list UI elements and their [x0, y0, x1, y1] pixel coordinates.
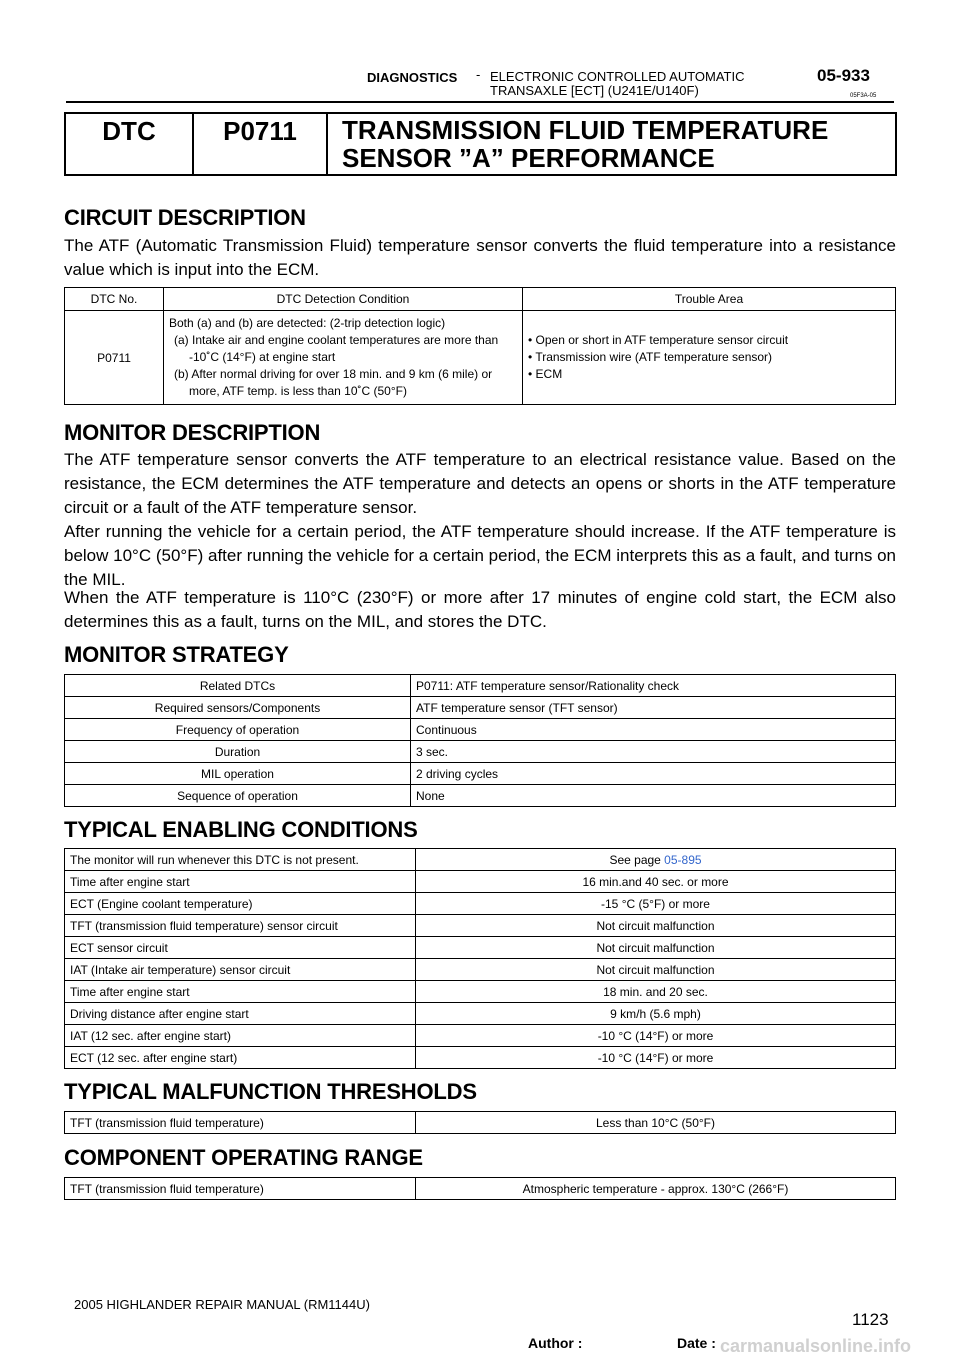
condition-line: (a) Intake air and engine coolant temperatures are more than	[174, 333, 499, 347]
enabling-row	[65, 1003, 896, 1025]
enabling-key: ECT (12 sec. after engine start)	[65, 1047, 416, 1069]
enabling-row	[65, 1025, 896, 1047]
condition-line: (b) After normal driving for over 18 min. and 9 km (6 mile) or	[174, 367, 493, 381]
condition-line: -10˚C (14°F) at engine start	[189, 350, 336, 364]
malfunction-value: Less than 10°C (50°F)	[416, 1112, 896, 1134]
dtc-title-line2: SENSOR ”A” PERFORMANCE	[342, 143, 715, 173]
header-title-line1: ELECTRONIC CONTROLLED AUTOMATIC	[490, 69, 745, 84]
enabling-row	[65, 959, 896, 981]
circuit-heading: CIRCUIT DESCRIPTION	[64, 205, 306, 230]
operating-table	[64, 1177, 896, 1200]
monitor-paragraph-2: After running the vehicle for a certain period, the ATF temperature should increase. If the ATF temperature is below 10°C (50°F) after running the vehicle for a certain period, the ECM interprets this as a fault, and turns on the MIL.	[64, 522, 896, 589]
enabling-key: Time after engine start	[65, 981, 416, 1003]
operating-value: Atmospheric temperature - approx. 130°C (266°F)	[416, 1178, 896, 1200]
enabling-row	[65, 915, 896, 937]
trouble-area-item: • Open or short in ATF temperature sensor circuit	[528, 333, 789, 347]
enabling-key: TFT (transmission fluid temperature) sensor circuit	[65, 915, 416, 937]
strategy-value: Continuous	[411, 719, 896, 741]
enabling-row	[65, 893, 896, 915]
enabling-key: ECT (Engine coolant temperature)	[65, 893, 416, 915]
strategy-row	[65, 719, 896, 741]
strategy-value: ATF temperature sensor (TFT sensor)	[411, 697, 896, 719]
footer-manual: 2005 HIGHLANDER REPAIR MANUAL (RM1144U)	[74, 1297, 370, 1312]
strategy-key: MIL operation	[65, 763, 411, 785]
enabling-row	[65, 937, 896, 959]
header-title-line2: TRANSAXLE [ECT] (U241E/U140F)	[490, 83, 699, 98]
enabling-value: Not circuit malfunction	[416, 937, 896, 959]
enabling-value: -10 °C (14°F) or more	[416, 1025, 896, 1047]
enabling-row	[65, 849, 896, 871]
dtc-title-box	[64, 112, 897, 176]
strategy-row	[65, 697, 896, 719]
dtc-table-header-cell: DTC No.	[65, 288, 164, 311]
dtc-table-header-cell: Trouble Area	[523, 288, 896, 311]
enabling-value: -10 °C (14°F) or more	[416, 1047, 896, 1069]
footer-page-number: 1123	[852, 1310, 889, 1329]
strategy-row	[65, 763, 896, 785]
dtc-title-line1: TRANSMISSION FLUID TEMPERATURE	[342, 115, 829, 145]
circuit-text: The ATF (Automatic Transmission Fluid) temperature sensor converts the fluid temperature into a resistance value which is input into the ECM.	[64, 236, 896, 279]
malfunction-table	[64, 1111, 896, 1134]
dtc-table-row	[65, 311, 896, 405]
trouble-area-cell	[523, 311, 896, 405]
enabling-value: Not circuit malfunction	[416, 959, 896, 981]
header-rule	[66, 101, 894, 103]
enabling-key: Driving distance after engine start	[65, 1003, 416, 1025]
page-link[interactable]: 05-895	[664, 852, 702, 867]
monitor-heading: MONITOR DESCRIPTION	[64, 420, 321, 445]
trouble-area-item: • ECM	[528, 367, 563, 381]
enabling-row	[65, 871, 896, 893]
enabling-value	[416, 849, 896, 871]
strategy-heading: MONITOR STRATEGY	[64, 642, 289, 667]
enabling-value: 16 min.and 40 sec. or more	[416, 871, 896, 893]
dtc-label: DTC	[66, 114, 194, 174]
header-title	[490, 70, 745, 98]
detection-condition-cell	[164, 311, 523, 405]
enabling-key: ECT sensor circuit	[65, 937, 416, 959]
strategy-value: None	[411, 785, 896, 807]
header-code: 05F3A-05	[850, 93, 877, 99]
dtc-code: P0711	[194, 114, 328, 174]
strategy-key: Frequency of operation	[65, 719, 411, 741]
malfunction-heading: TYPICAL MALFUNCTION THRESHOLDS	[64, 1079, 477, 1104]
dtc-number-cell: P0711	[65, 311, 164, 405]
strategy-key: Duration	[65, 741, 411, 763]
enabling-table	[64, 848, 896, 1069]
enabling-key: IAT (Intake air temperature) sensor circuit	[65, 959, 416, 981]
malfunction-row	[65, 1112, 896, 1134]
trouble-area-item: • Transmission wire (ATF temperature sensor)	[528, 350, 773, 364]
operating-key: TFT (transmission fluid temperature)	[65, 1178, 416, 1200]
condition-line: more, ATF temp. is less than 10˚C (50°F)	[189, 384, 407, 398]
enabling-key: IAT (12 sec. after engine start)	[65, 1025, 416, 1047]
enabling-key: The monitor will run whenever this DTC is not present.	[65, 849, 416, 871]
malfunction-key: TFT (transmission fluid temperature)	[65, 1112, 416, 1134]
strategy-key: Related DTCs	[65, 675, 411, 697]
operating-row	[65, 1178, 896, 1200]
monitor-paragraph-3: When the ATF temperature is 110°C (230°F) or more after 17 minutes of engine cold start, the ECM also determines this as a fault, turns on the MIL, and stores the DTC.	[64, 588, 896, 631]
see-page-text: See page	[609, 852, 665, 867]
enabling-key: Time after engine start	[65, 871, 416, 893]
condition-line: Both (a) and (b) are detected: (2-trip detection logic)	[169, 316, 446, 330]
strategy-value: P0711: ATF temperature sensor/Rationality check	[411, 675, 896, 697]
enabling-row	[65, 1047, 896, 1069]
dtc-title	[342, 116, 882, 172]
strategy-value: 3 sec.	[411, 741, 896, 763]
strategy-row	[65, 741, 896, 763]
strategy-key: Sequence of operation	[65, 785, 411, 807]
dtc-table	[64, 287, 896, 405]
monitor-paragraph-1: The ATF temperature sensor converts the ATF temperature to an electrical resistance value. Based on the resistance, the ECM determines the ATF temperature and detects an opens or shorts in the ATF temperature circuit or a fault of the ATF temperature sensor.	[64, 450, 896, 517]
strategy-table	[64, 674, 896, 807]
strategy-value: 2 driving cycles	[411, 763, 896, 785]
dtc-table-header	[65, 288, 896, 311]
operating-heading: COMPONENT OPERATING RANGE	[64, 1145, 423, 1170]
header-page-number: 05-933	[817, 66, 870, 85]
footer-date: Date :	[677, 1335, 716, 1351]
enabling-value: Not circuit malfunction	[416, 915, 896, 937]
strategy-key: Required sensors/Components	[65, 697, 411, 719]
header-dash: -	[476, 67, 481, 82]
watermark: carmanualsonline.info	[720, 1336, 912, 1356]
header-section: DIAGNOSTICS	[367, 70, 458, 85]
enabling-heading: TYPICAL ENABLING CONDITIONS	[64, 817, 418, 842]
footer-author: Author :	[528, 1335, 583, 1351]
enabling-row	[65, 981, 896, 1003]
dtc-table-header-cell: DTC Detection Condition	[164, 288, 523, 311]
enabling-value: -15 °C (5°F) or more	[416, 893, 896, 915]
enabling-value: 9 km/h (5.6 mph)	[416, 1003, 896, 1025]
strategy-row	[65, 785, 896, 807]
strategy-row	[65, 675, 896, 697]
enabling-value: 18 min. and 20 sec.	[416, 981, 896, 1003]
